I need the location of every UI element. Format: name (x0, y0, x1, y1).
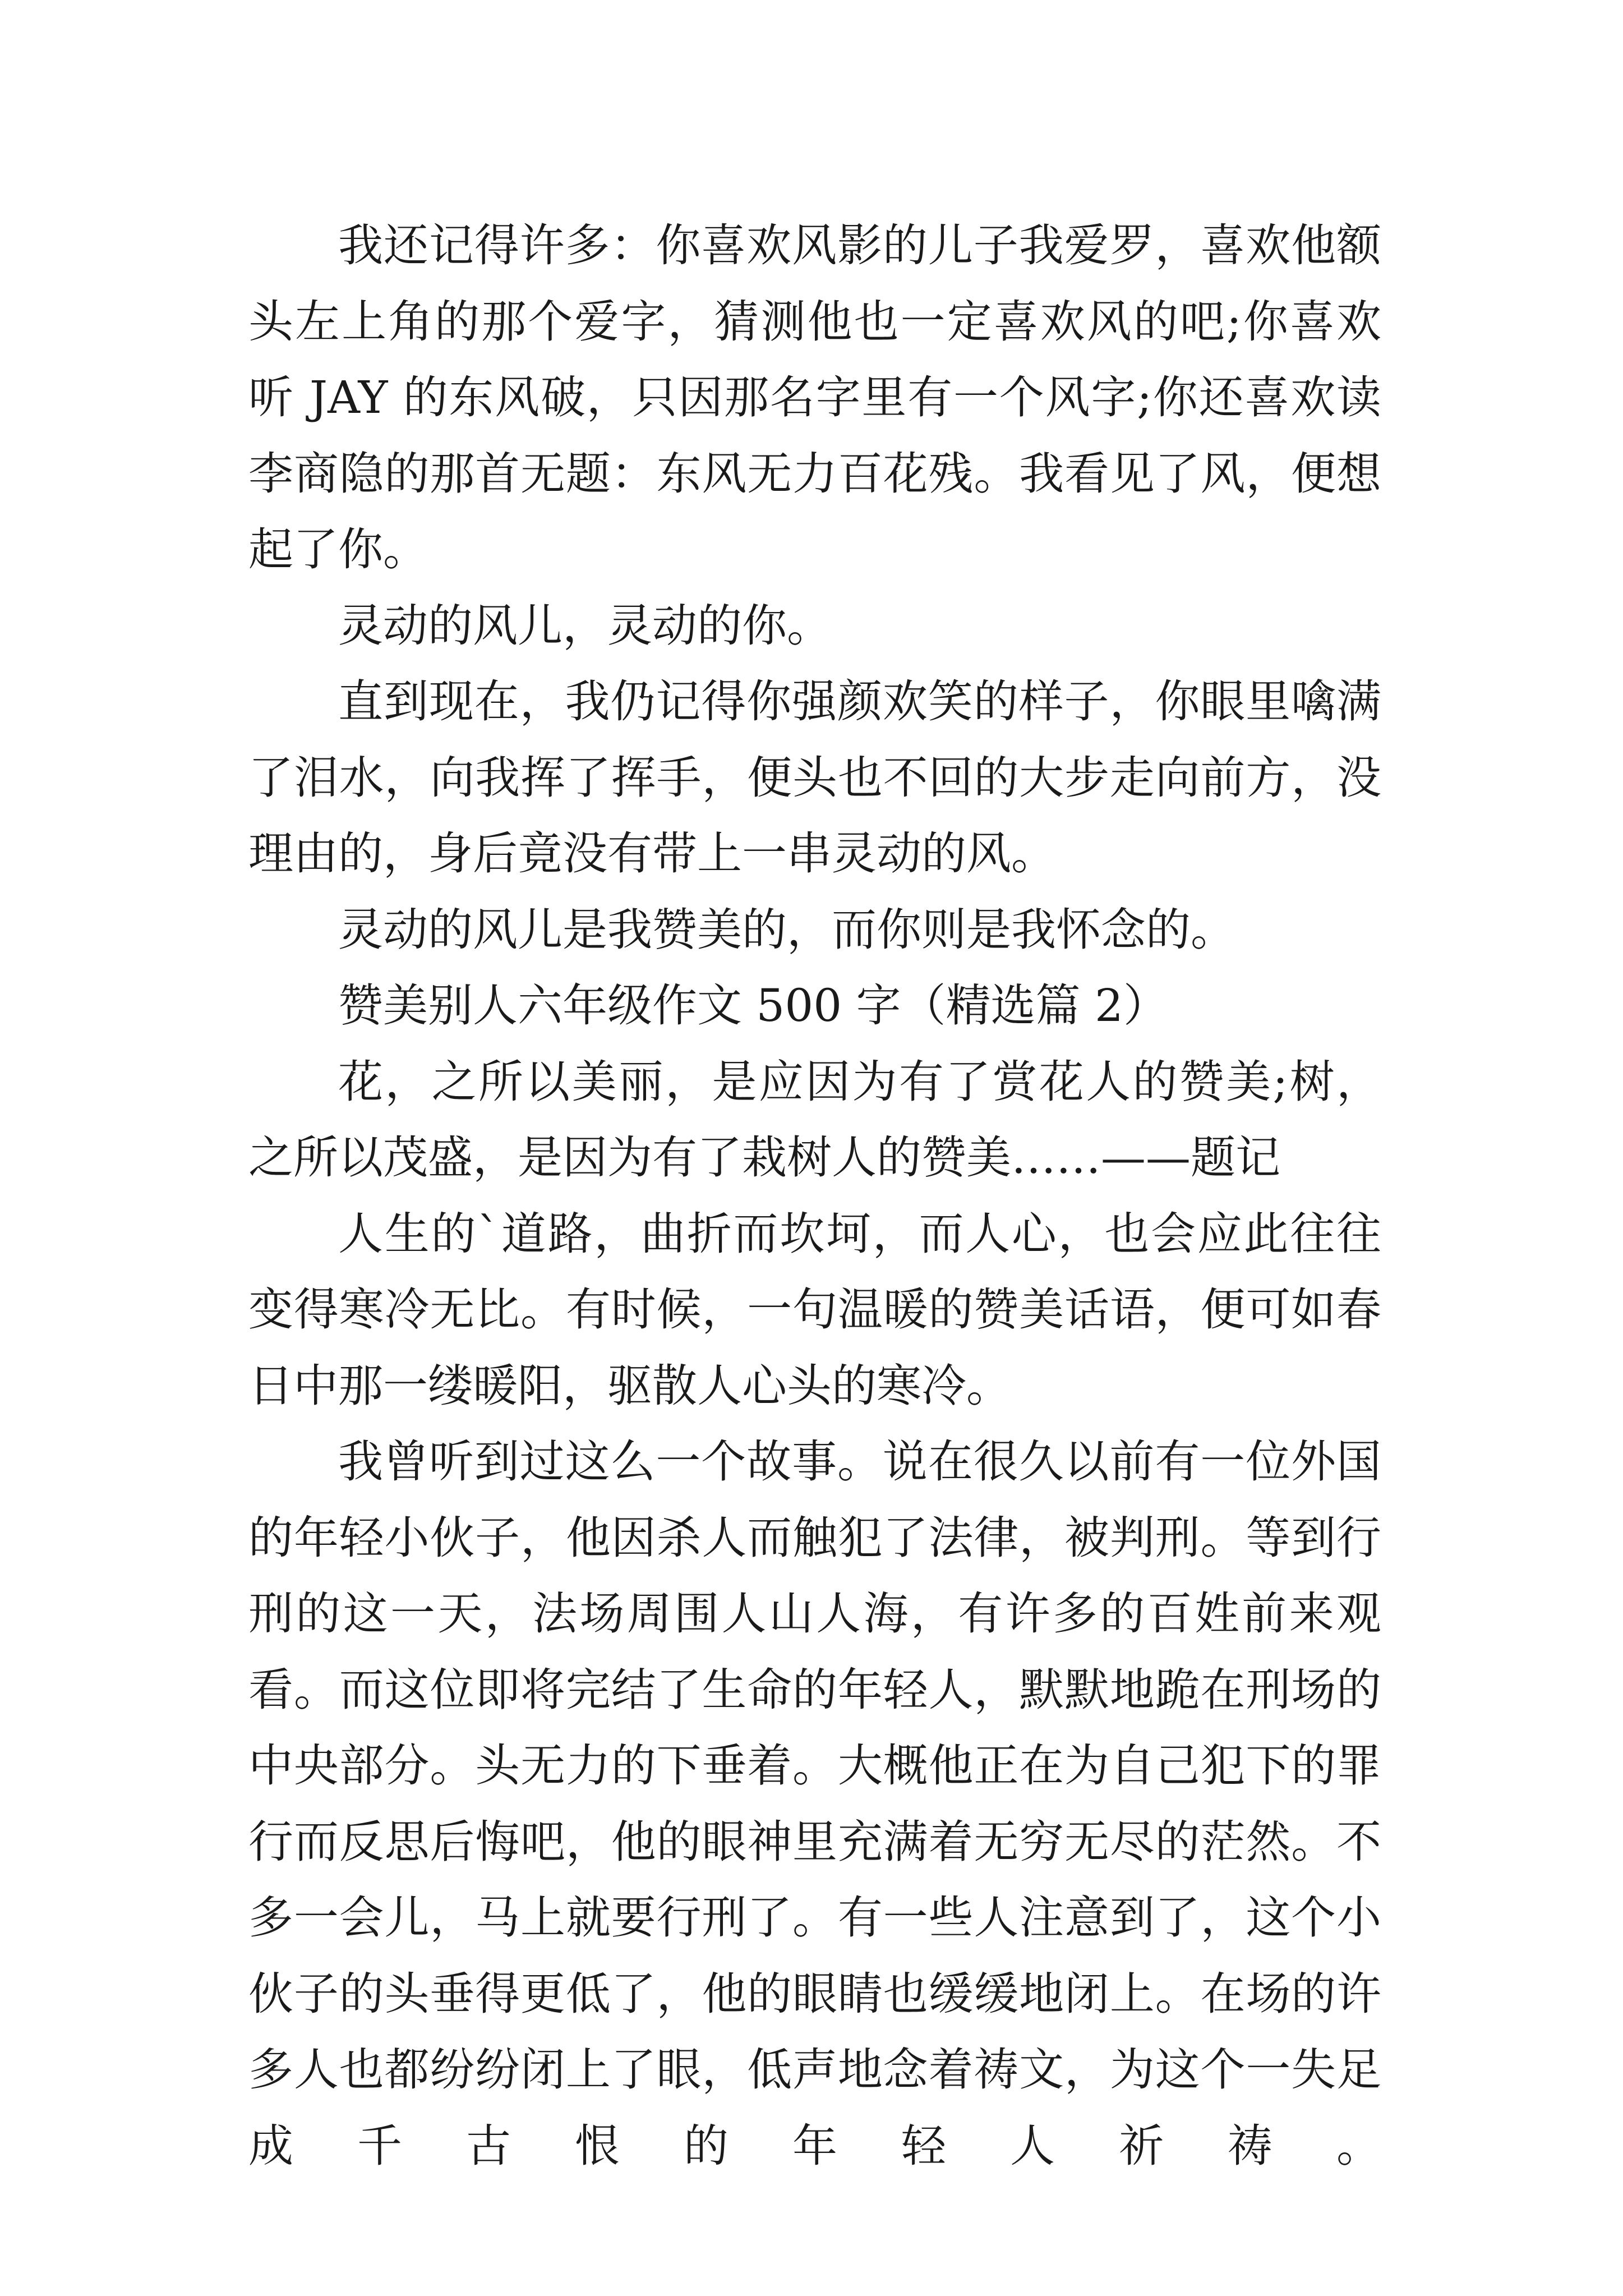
paragraph-life-road: 人生的`道路，曲折而坎坷，而人心，也会应此往往变得寒冷无比。有时候，一句温暖的赞美话语，便可如春日中那一缕暖阳，驱散人心头的寒冷。 (248, 1207, 1381, 1412)
paragraph-refrain-1: 灵动的风儿，灵动的你。 (338, 599, 832, 652)
paragraph-epigraph: 花，之所以美丽，是应因为有了赏花人的赞美;树，之所以茂盛，是因为有了栽树人的赞美……——题记 (248, 1055, 1381, 1184)
paragraph-story: 我曾听到过这么一个故事。说在很久以前有一位外国的年轻小伙子，他因杀人而触犯了法律，被判刑。等到行刑的这一天，法场周围人山人海，有许多的百姓前来观看。而这位即将完结了生命的年轻人，默默地跪在刑场的中央部分。头无力的下垂着。大概他正在为自己犯下的罪行而反思后悔吧，他的眼神里充满着无穷无尽的茫然。不多一会儿，马上就要行刑了。有一些人注意到了，这个小伙子的头垂得更低了，他的眼睛也缓缓地闭上。在场的许多人也都纷纷闭上了眼，低声地念着祷文，为这个一失足成千古恨的年轻人祈祷。 (248, 1435, 1381, 2172)
section-heading: 赞美别人六年级作文 500 字（精选篇 2） (338, 979, 1168, 1032)
paragraph-memories: 我还记得许多：你喜欢风影的儿子我爱罗，喜欢他额头左上角的那个爱字，猜测他也一定喜欢风的吧;你喜欢听 JAY 的东风破，只因那名字里有一个风字;你还喜欢读李商隐的那首无题：东风无力百花残。我看见了风，便想起了你。 (248, 219, 1381, 576)
paragraph-farewell: 直到现在，我仍记得你强颜欢笑的样子，你眼里噙满了泪水，向我挥了挥手，便头也不回的大步走向前方，没理由的，身后竟没有带上一串灵动的风。 (248, 675, 1381, 880)
document-body (248, 208, 1381, 2184)
paragraph-refrain-2: 灵动的风儿是我赞美的，而你则是我怀念的。 (338, 903, 1235, 956)
